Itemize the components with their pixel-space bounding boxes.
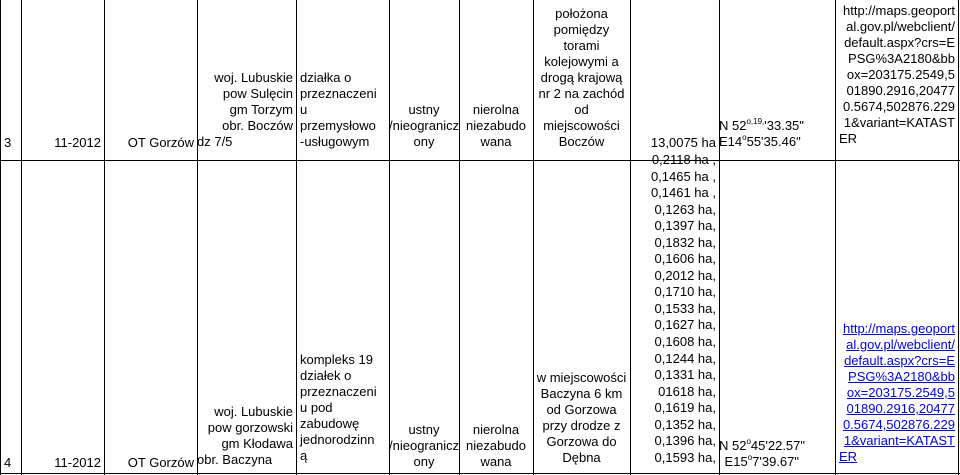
description-line: kolejowymi a	[544, 54, 619, 69]
link-line: 1&variant=KATAST	[843, 115, 955, 130]
terrain-line: niezabudo	[466, 118, 526, 133]
column-divider	[0, 0, 1, 475]
link-line: http://maps.geoport	[842, 321, 955, 336]
area-line: 0,1263 ha,	[654, 201, 716, 217]
location-line: pow Sulęcin	[222, 86, 293, 101]
location-line: dz 7/5	[197, 134, 233, 149]
link-line: 1&variant=KATAST	[843, 433, 955, 448]
row-shape	[389, 422, 459, 470]
row-area	[630, 152, 716, 466]
location-line: obr. Baczyna	[197, 452, 273, 467]
row-terrain	[459, 422, 533, 470]
row-divider	[0, 160, 960, 161]
shape-line: ony	[413, 454, 435, 469]
purpose-line: ą	[300, 448, 308, 463]
link-line: PSG%3A2180&bb	[848, 369, 955, 384]
link-line: 0.5674,502876.229	[842, 99, 955, 114]
column-divider	[958, 0, 959, 475]
location-line: pow gorzowski	[207, 420, 293, 435]
location-line: gm Torzym	[229, 102, 293, 117]
row-number: 3	[4, 135, 12, 150]
column-divider	[459, 0, 460, 475]
row-purpose	[300, 70, 388, 150]
description-line: Baczyna 6 km	[540, 386, 623, 401]
purpose-line: działka o	[300, 70, 352, 85]
coord-n: N $52^{o,19,}'33.35$"	[719, 117, 804, 133]
link-line: 0.5674,502876.229	[842, 417, 955, 432]
location-line: gm Kłodawa	[221, 436, 293, 451]
purpose-line: przeznaczeni	[300, 86, 377, 101]
row-office: OT Gorzów	[127, 455, 194, 470]
description-line: położona	[555, 6, 608, 21]
row-location	[197, 70, 293, 150]
area-line: 0,1593 ha,	[654, 449, 716, 465]
coord-n: N 52$^o$45'22.57"	[719, 437, 806, 453]
shape-line: /nieogranicz	[389, 438, 460, 453]
terrain-line: nierolna	[472, 422, 520, 437]
row-number: 4	[4, 455, 12, 470]
description-line: miejscowości	[543, 118, 620, 133]
link-line: default.aspx?crs=E	[844, 353, 955, 368]
link-line: al.gov.pl/webclient/	[846, 337, 955, 352]
coord-e: E15$^o$7'39.67"	[724, 453, 799, 469]
row-description	[533, 370, 630, 466]
area-line: 0,1331 ha,	[654, 367, 716, 383]
column-divider	[104, 0, 105, 475]
row-description	[533, 6, 630, 150]
link-line: 01890.2916,20477	[846, 83, 955, 98]
terrain-line: nierolna	[472, 102, 520, 117]
row-coordinates	[719, 117, 804, 150]
terrain-line: wana	[480, 134, 512, 149]
link-line: al.gov.pl/webclient/	[846, 19, 955, 34]
purpose-line: u pod	[300, 400, 333, 415]
area-line: 0,1244 ha,	[654, 350, 716, 366]
area-line: 0,1396 ha,	[654, 433, 716, 449]
description-line: Gorzowa do	[546, 434, 617, 449]
column-divider	[296, 0, 297, 475]
description-line: od	[574, 102, 589, 117]
row-location	[197, 404, 293, 468]
purpose-line: -usługowym	[300, 134, 370, 149]
row-shape	[389, 102, 459, 150]
column-divider	[389, 0, 390, 475]
description-line: Boczów	[558, 134, 605, 149]
link-line: 01890.2916,20477	[846, 401, 955, 416]
link-line: ox=203175.2549,5	[846, 67, 955, 82]
link-line: ER	[839, 449, 858, 464]
row-purpose	[300, 352, 388, 464]
purpose-line: u	[300, 102, 308, 117]
link-line: http://maps.geoport	[842, 3, 955, 18]
area-line: 0,1461 ha ,	[650, 185, 716, 201]
description-line: nr 2 na zachód	[538, 86, 625, 101]
purpose-line: zabudowę	[300, 416, 360, 431]
description-line: przy drodze z	[542, 418, 621, 433]
row-area: 13,0075 ha	[650, 135, 716, 150]
area-line: 0,1627 ha,	[654, 317, 716, 333]
area-line: 0,1619 ha,	[654, 400, 716, 416]
link-line: PSG%3A2180&bb	[848, 51, 955, 66]
location-line: woj. Lubuskie	[214, 404, 293, 419]
area-line: 0,1832 ha,	[654, 234, 716, 250]
link-line: ox=203175.2549,5	[846, 385, 955, 400]
area-line: 0,1533 ha,	[654, 300, 716, 316]
row-coordinates	[719, 437, 806, 470]
row-office: OT Gorzów	[127, 135, 194, 150]
row-map-link[interactable]	[836, 3, 955, 147]
purpose-line: jednorodzinn	[300, 432, 375, 447]
description-line: torami	[563, 38, 600, 53]
coord-e: E14$^o$55'35.46"	[719, 133, 801, 149]
purpose-line: kompleks 19	[300, 352, 373, 367]
purpose-line: przeznaczeni	[300, 384, 377, 399]
area-line: 0,1606 ha,	[654, 251, 716, 267]
row-date: 11-2012	[54, 135, 101, 150]
description-line: od Gorzowa	[546, 402, 617, 417]
terrain-line: niezabudo	[466, 438, 526, 453]
link-line: ER	[839, 131, 858, 146]
area-line: 0,1608 ha,	[654, 334, 716, 350]
description-line: w miejscowości	[536, 370, 627, 385]
row-terrain	[459, 102, 533, 150]
row-date: 11-2012	[54, 455, 101, 470]
area-line: 0,2012 ha,	[654, 267, 716, 283]
location-line: obr. Boczów	[222, 118, 293, 133]
row-map-link[interactable]	[836, 321, 955, 465]
terrain-line: wana	[480, 454, 512, 469]
table-bottom-border	[0, 473, 960, 474]
shape-line: ustny	[408, 102, 440, 117]
area-line: 0,1710 ha,	[654, 284, 716, 300]
area-line: 0,1465 ha ,	[650, 168, 716, 184]
area-line: 0,1397 ha,	[654, 218, 716, 234]
purpose-line: przemysłowo	[300, 118, 376, 133]
area-line: 01618 ha,	[658, 383, 716, 399]
purpose-line: działek o	[300, 368, 352, 383]
shape-line: ony	[413, 134, 435, 149]
link-line: default.aspx?crs=E	[844, 35, 955, 50]
description-line: Dębna	[562, 450, 601, 465]
description-line: drogą krajową	[540, 70, 623, 85]
area-line: 0,2118 ha ,	[651, 152, 716, 167]
location-line: woj. Lubuskie	[214, 70, 293, 85]
column-divider	[719, 0, 720, 475]
area-line: 0,1352 ha,	[654, 416, 716, 432]
column-divider	[21, 0, 22, 475]
description-line: pomiędzy	[553, 22, 610, 37]
shape-line: /nieogranicz	[389, 118, 460, 133]
shape-line: ustny	[408, 422, 440, 437]
